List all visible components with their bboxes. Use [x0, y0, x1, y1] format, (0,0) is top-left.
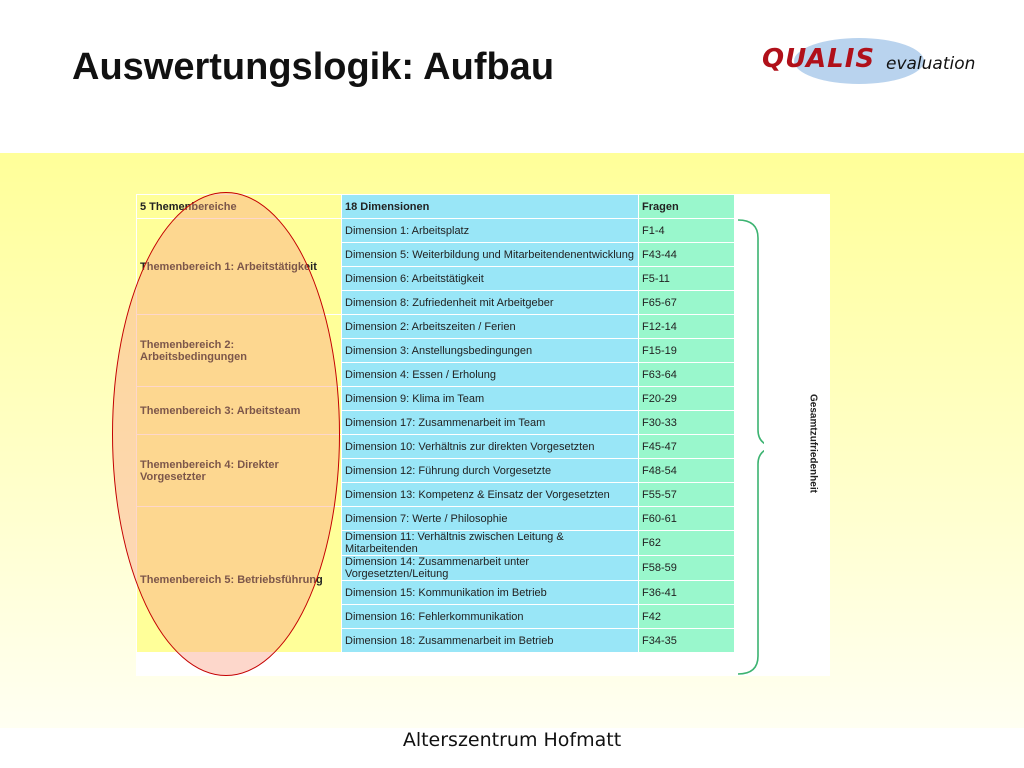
table-row [137, 387, 735, 411]
header-themes: 5 Themenbereiche [137, 195, 342, 219]
dimension-cell: Dimension 11: Verhältnis zwischen Leitung & Mitarbeitenden [342, 531, 639, 556]
dimension-cell: Dimension 10: Verhältnis zur direkten Vorgesetzten [342, 435, 639, 459]
dimension-cell: Dimension 6: Arbeitstätigkeit [342, 267, 639, 291]
header-questions: Fragen [639, 195, 735, 219]
dimension-cell: Dimension 4: Essen / Erholung [342, 363, 639, 387]
questions-cell: F15-19 [639, 339, 735, 363]
dimension-cell: Dimension 7: Werte / Philosophie [342, 507, 639, 531]
dimension-cell: Dimension 18: Zusammenarbeit im Betrieb [342, 629, 639, 653]
questions-cell: F60-61 [639, 507, 735, 531]
dimension-cell: Dimension 1: Arbeitsplatz [342, 219, 639, 243]
dimension-cell: Dimension 17: Zusammenarbeit im Team [342, 411, 639, 435]
questions-cell: F5-11 [639, 267, 735, 291]
table-row [137, 435, 735, 459]
questions-cell: F63-64 [639, 363, 735, 387]
questions-cell: F12-14 [639, 315, 735, 339]
footer-organization: Alterszentrum Hofmatt [402, 729, 622, 751]
dimension-cell: Dimension 16: Fehlerkommunikation [342, 605, 639, 629]
evaluation-table [136, 194, 735, 653]
questions-cell: F20-29 [639, 387, 735, 411]
logo-suffix: evaluation [886, 54, 976, 74]
table-row [137, 315, 735, 339]
questions-cell: F1-4 [639, 219, 735, 243]
curly-brace-icon [736, 218, 764, 676]
qualis-logo [758, 38, 988, 86]
theme-cell-5: Themenbereich 5: Betriebsführung [137, 507, 342, 653]
summary-label-container [808, 394, 818, 498]
questions-cell: F58-59 [639, 556, 735, 581]
theme-cell-3: Themenbereich 3: Arbeitsteam [137, 387, 342, 435]
dimension-cell: Dimension 3: Anstellungsbedingungen [342, 339, 639, 363]
logo-brand: QUALIS [762, 44, 876, 74]
header-dimensions: 18 Dimensionen [342, 195, 639, 219]
dimension-cell: Dimension 12: Führung durch Vorgesetzte [342, 459, 639, 483]
dimension-cell: Dimension 13: Kompetenz & Einsatz der Vorgesetzten [342, 483, 639, 507]
questions-cell: F65-67 [639, 291, 735, 315]
questions-cell: F30-33 [639, 411, 735, 435]
dimension-cell: Dimension 8: Zufriedenheit mit Arbeitgeber [342, 291, 639, 315]
page-title: Auswertungslogik: Aufbau [72, 46, 555, 88]
questions-cell: F42 [639, 605, 735, 629]
theme-cell-2: Themenbereich 2: Arbeitsbedingungen [137, 315, 342, 387]
dimension-cell: Dimension 9: Klima im Team [342, 387, 639, 411]
questions-cell: F45-47 [639, 435, 735, 459]
table-row [137, 219, 735, 243]
questions-cell: F43-44 [639, 243, 735, 267]
summary-label: Gesamtzufriedenheit [807, 394, 819, 493]
questions-cell: F62 [639, 531, 735, 556]
questions-cell: F48-54 [639, 459, 735, 483]
table-row [137, 507, 735, 531]
dimension-cell: Dimension 5: Weiterbildung und Mitarbeitendenentwicklung [342, 243, 639, 267]
theme-cell-1: Themenbereich 1: Arbeitstätigkeit [137, 219, 342, 315]
questions-cell: F55-57 [639, 483, 735, 507]
theme-cell-4: Themenbereich 4: Direkter Vorgesetzter [137, 435, 342, 507]
questions-cell: F36-41 [639, 581, 735, 605]
table-header-row [137, 195, 735, 219]
dimension-cell: Dimension 15: Kommunikation im Betrieb [342, 581, 639, 605]
dimension-cell: Dimension 2: Arbeitszeiten / Ferien [342, 315, 639, 339]
questions-cell: F34-35 [639, 629, 735, 653]
dimension-cell: Dimension 14: Zusammenarbeit unter Vorgesetzten/Leitung [342, 556, 639, 581]
